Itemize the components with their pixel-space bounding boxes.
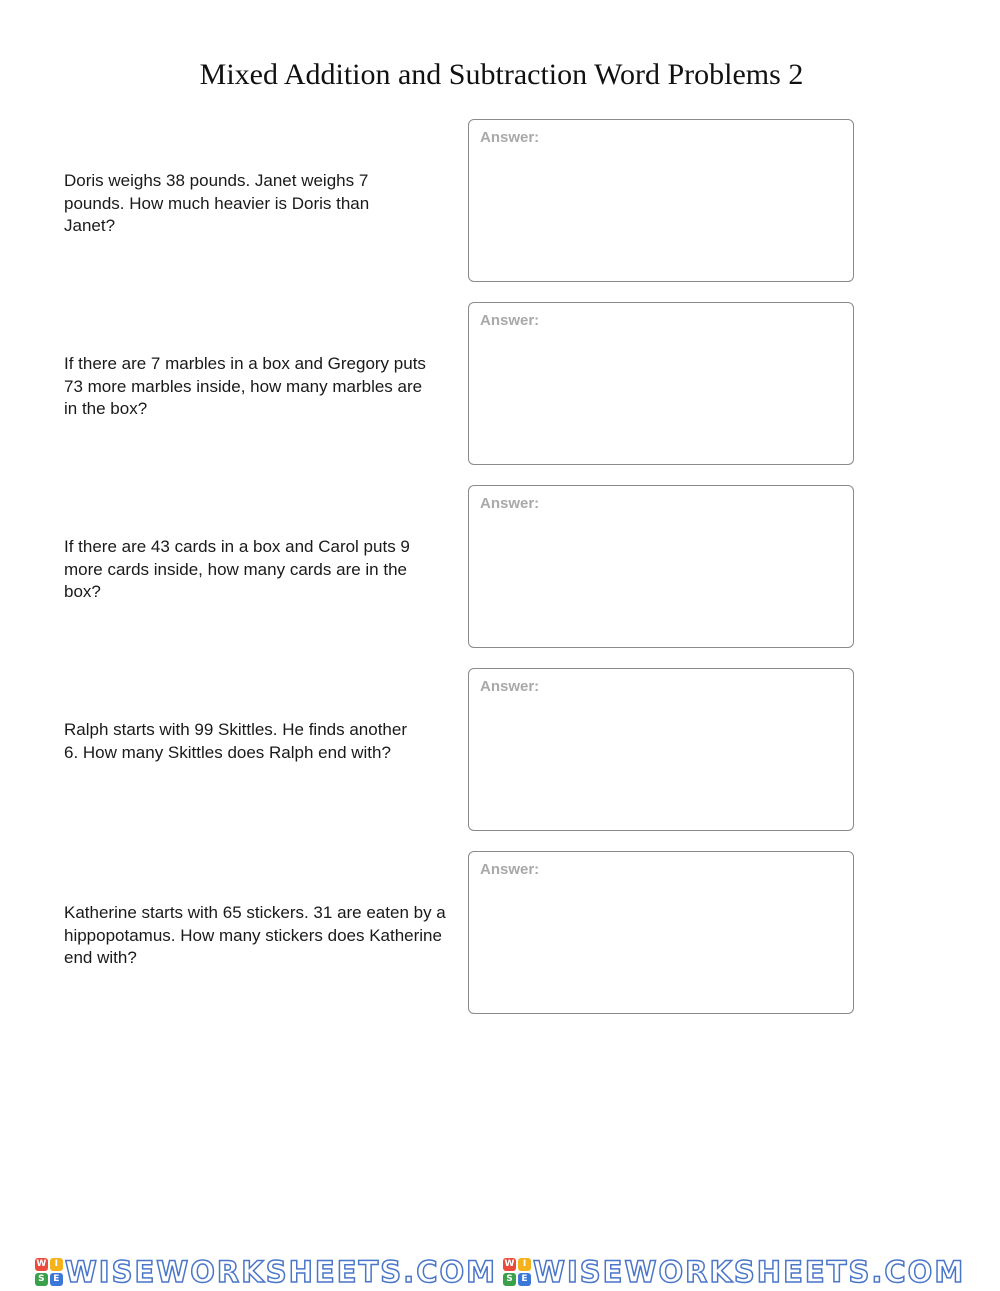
logo-icon — [35, 1258, 63, 1286]
answer-box-2[interactable] — [468, 302, 854, 465]
logo-letter: W — [36, 1259, 47, 1269]
answer-label: Answer: — [480, 678, 540, 695]
logo-letter: S — [503, 1273, 516, 1286]
problem-5-text: Katherine starts with 65 stickers. 31 are eaten by a hippopotamus. How many stickers does Katherine end with? — [64, 903, 446, 967]
watermark-left — [35, 1255, 497, 1289]
logo-letter: I — [518, 1258, 531, 1271]
watermark-text: WISEWORKSHEETS.COM — [533, 1255, 966, 1289]
answer-label: Answer: — [480, 312, 540, 329]
logo-icon — [503, 1258, 531, 1286]
problem-3-text: If there are 43 cards in a box and Carol puts 9 more cards inside, how many cards are in the box? — [64, 537, 410, 601]
problem-2-text: If there are 7 marbles in a box and Gregory puts 73 more marbles inside, how many marbles are in the box? — [64, 354, 426, 418]
logo-letter: E — [518, 1273, 531, 1286]
answer-box-4[interactable] — [468, 668, 854, 831]
answer-box-3[interactable] — [468, 485, 854, 648]
answer-label: Answer: — [480, 861, 540, 878]
logo-letter: I — [50, 1258, 63, 1271]
problem-1-text: Doris weighs 38 pounds. Janet weighs 7 pounds. How much heavier is Doris than Janet? — [64, 171, 370, 235]
watermark-text: WISEWORKSHEETS.COM — [64, 1255, 497, 1289]
problem-4-text: Ralph starts with 99 Skittles. He finds another 6. How many Skittles does Ralph end with? — [64, 720, 407, 762]
page-title: Mixed Addition and Subtraction Word Problems 2 — [199, 58, 804, 91]
answer-label: Answer: — [480, 129, 540, 146]
logo-letter: E — [50, 1273, 63, 1286]
logo-letter: W — [504, 1259, 515, 1269]
footer-watermark — [0, 1256, 1000, 1288]
answer-box-5[interactable] — [468, 851, 854, 1014]
answer-label: Answer: — [480, 495, 540, 512]
answer-box-1[interactable] — [468, 119, 854, 282]
watermark-right — [503, 1255, 965, 1289]
logo-letter: S — [35, 1273, 48, 1286]
